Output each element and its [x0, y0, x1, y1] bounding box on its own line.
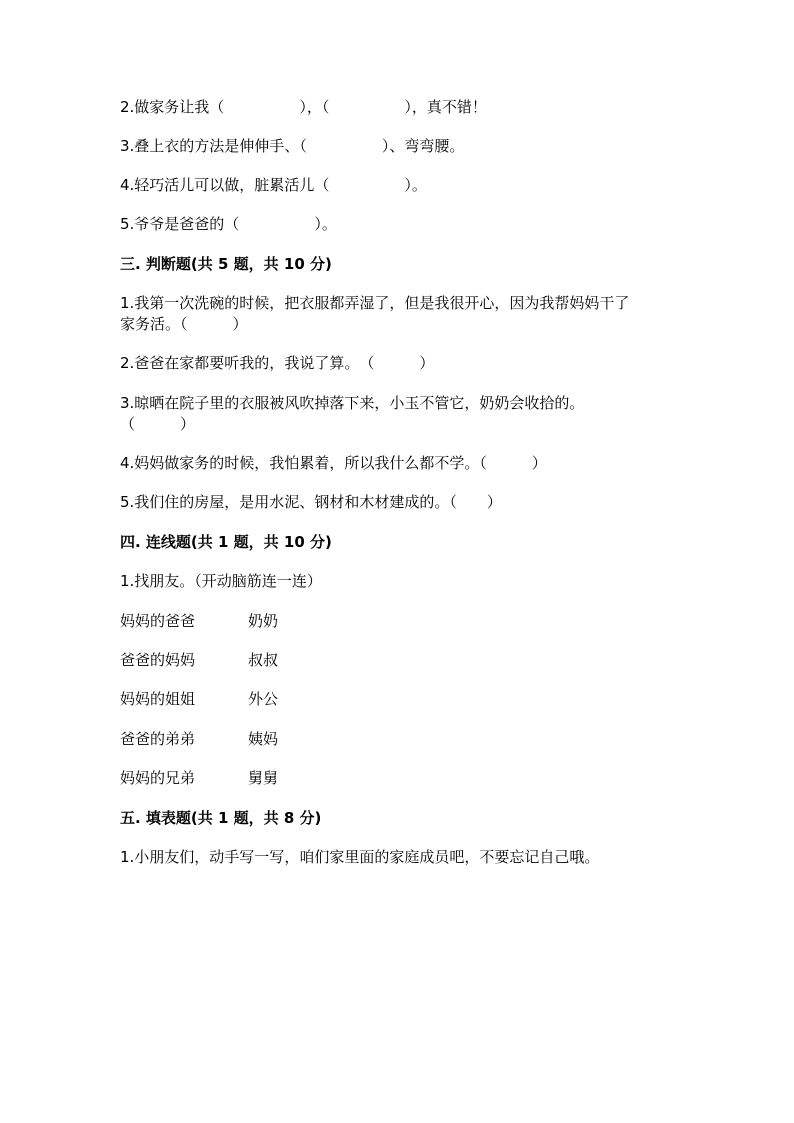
- matching-right-item: 舅舅: [248, 769, 279, 787]
- matching-left-item: 妈妈的姐姐: [120, 690, 196, 708]
- judge-question-5: 5.我们住的房屋，是用水泥、钢材和木材建成的。（ ）: [120, 493, 502, 511]
- matching-left-item: 妈妈的爸爸: [120, 612, 196, 630]
- matching-right-item: 外公: [248, 690, 279, 708]
- matching-pair: [120, 729, 420, 749]
- fill-blank-question-5: 5.爷爷是爸爸的（ ）。: [120, 215, 337, 233]
- judge-question-2: 2.爸爸在家都要听我的，我说了算。 （ ）: [120, 354, 435, 372]
- matching-left-item: 爸爸的妈妈: [120, 651, 196, 669]
- matching-left-item: 爸爸的弟弟: [120, 730, 196, 748]
- judge-question-4: 4.妈妈做家务的时候，我怕累着，所以我什么都不学。（ ）: [120, 454, 547, 472]
- matching-pair: [120, 689, 420, 709]
- fill-blank-question-3: 3.叠上衣的方法是伸伸手、（ ）、弯弯腰。: [120, 137, 465, 155]
- fill-blank-question-4: 4.轻巧活儿可以做，脏累活儿（ ）。: [120, 176, 427, 194]
- matching-right-item: 姨妈: [248, 730, 279, 748]
- fill-blank-question-2: 2.做家务让我（ ），（ ），真不错！: [120, 98, 487, 116]
- matching-pair: [120, 768, 420, 788]
- matching-pair: [120, 650, 420, 670]
- table-fill-question-1: 1.小朋友们，动手写一写，咱们家里面的家庭成员吧，不要忘记自己哦。: [120, 848, 600, 866]
- matching-left-item: 妈妈的兄弟: [120, 769, 196, 787]
- matching-right-item: 奶奶: [248, 612, 279, 630]
- judge-question-1-line-1: 1.我第一次洗碗的时候，把衣服都弄湿了，但是我很开心，因为我帮妈妈干了: [120, 294, 630, 312]
- judge-section-heading: 三. 判断题(共 5 题，共 10 分): [120, 255, 332, 273]
- judge-question-3-line-2: （ ）: [120, 415, 196, 433]
- matching-section-heading: 四. 连线题(共 1 题，共 10 分): [120, 533, 332, 551]
- judge-question-3-line-1: 3.晾晒在院子里的衣服被风吹掉落下来，小玉不管它，奶奶会收拾的。: [120, 394, 585, 412]
- table-fill-section-heading: 五. 填表题(共 1 题，共 8 分): [120, 809, 322, 827]
- matching-question-1: 1.找朋友。（开动脑筋连一连）: [120, 572, 322, 590]
- judge-question-1-line-2: 家务活。（ ）: [120, 315, 248, 333]
- matching-pair: [120, 611, 420, 631]
- matching-right-item: 叔叔: [248, 651, 279, 669]
